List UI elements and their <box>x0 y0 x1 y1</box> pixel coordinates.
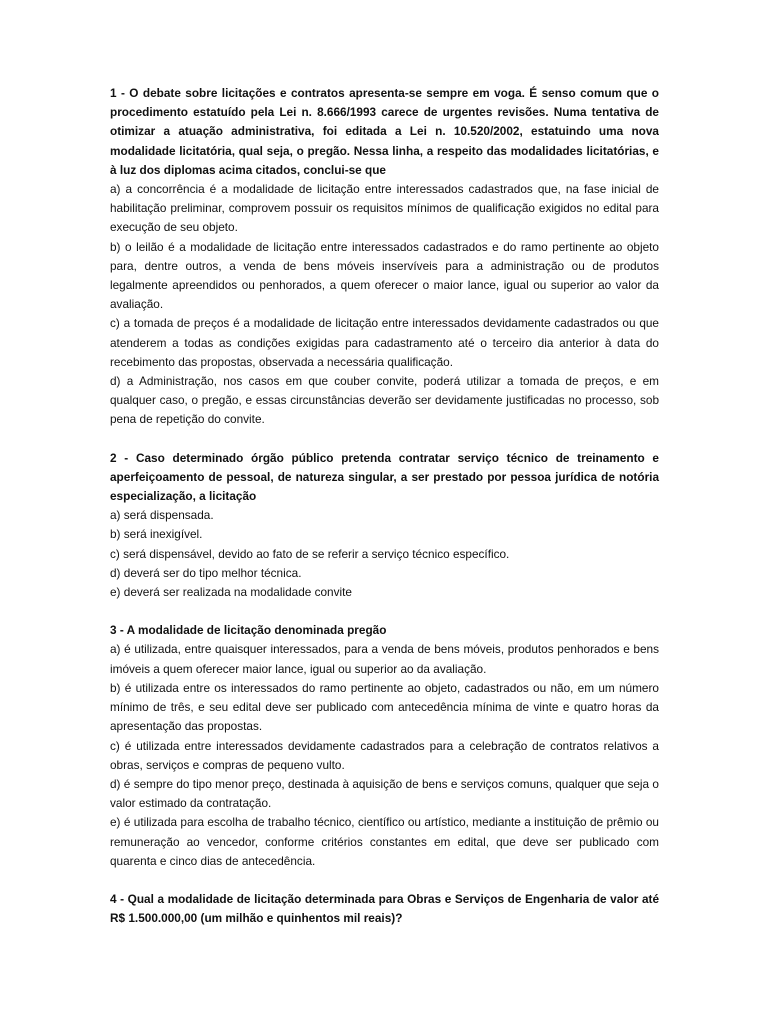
answer-option-a: a) é utilizada, entre quaisquer interessados, para a venda de bens móveis, produtos penhorados e bens imóveis a quem oferecer maior lance, igual ou superior ao da avaliação. <box>110 642 659 676</box>
answer-option-c: c) será dispensável, devido ao fato de se referir a serviço técnico específico. <box>110 546 510 561</box>
answer-option-b: b) o leilão é a modalidade de licitação entre interessados cadastrados e do ramo pertinente ao objeto para, dentre outros, a venda de bens móveis inservíveis para a administração ou de produtos legalmente apreendidos ou penhorados, a quem oferecer o maior lance, igual ou superior ao valor da avaliação. <box>110 239 659 312</box>
answer-option-b: b) será inexigível. <box>110 527 203 542</box>
document-page <box>110 84 659 928</box>
question-2 <box>110 449 659 603</box>
question-4 <box>110 890 659 928</box>
question-stem: 2 - Caso determinado órgão público pretenda contratar serviço técnico de treinamento e aperfeiçoamento de pessoal, de natureza singular, a ser prestado por pessoa jurídica de notória especialização, a licitação <box>110 450 659 504</box>
answer-option-d: d) deverá ser do tipo melhor técnica. <box>110 565 302 580</box>
question-stem: 4 - Qual a modalidade de licitação determinada para Obras e Serviços de Engenharia de valor até R$ 1.500.000,00 (um milhão e quinhentos mil reais)? <box>110 891 659 926</box>
answer-option-c: c) é utilizada entre interessados devidamente cadastrados para a celebração de contratos relativos a obras, serviços e compras de pequeno vulto. <box>110 738 659 772</box>
question-stem: 1 - O debate sobre licitações e contratos apresenta-se sempre em voga. É senso comum que o procedimento estatuído pela Lei n. 8.666/1993 carece de urgentes revisões. Numa tentativa de otimizar a atuação administrativa, foi editada a Lei n. 10.520/2002, estatuindo uma nova modalidade licitatória, qual seja, o pregão. Nessa linha, a respeito das modalidades licitatórias, e à luz dos diplomas acima citados, conclui-se que <box>110 86 659 177</box>
answer-option-d: d) é sempre do tipo menor preço, destinada à aquisição de bens e serviços comuns, qualquer que seja o valor estimado da contratação. <box>110 776 659 811</box>
question-stem: 3 - A modalidade de licitação denominada pregão <box>110 623 387 638</box>
answer-option-e: e) é utilizada para escolha de trabalho técnico, científico ou artístico, mediante a instituição de prêmio ou remuneração ao vencedor, conforme critérios constantes em edital, que deve ser publicado com quarenta e cinco dias de antecedência. <box>110 815 659 868</box>
answer-option-e: e) deverá ser realizada na modalidade convite <box>110 585 352 600</box>
answer-option-d: d) a Administração, nos casos em que couber convite, poderá utilizar a tomada de preços, e em qualquer caso, o pregão, e essas circunstâncias deverão ser devidamente justificadas no processo, sob pena de repetição do convite. <box>110 374 659 427</box>
answer-option-a: a) será dispensada. <box>110 508 214 523</box>
answer-option-c: c) a tomada de preços é a modalidade de licitação entre interessados devidamente cadastrados ou que atenderem a todas as condições exigidas para cadastramento até o terceiro dia anterior à data do recebimento das propostas, observada a necessária qualificação. <box>110 316 659 369</box>
answer-option-a: a) a concorrência é a modalidade de licitação entre interessados cadastrados que, na fase inicial de habilitação preliminar, comprovem possuir os requisitos mínimos de qualificação exigidos no edital para execução de seu objeto. <box>110 182 659 235</box>
question-3 <box>110 621 659 871</box>
question-1 <box>110 84 659 430</box>
answer-option-b: b) é utilizada entre os interessados do ramo pertinente ao objeto, cadastrados ou não, em um número mínimo de três, e seu edital deve ser publicado com antecedência mínima de vinte e quatro horas da apresentação das propostas. <box>110 680 659 734</box>
